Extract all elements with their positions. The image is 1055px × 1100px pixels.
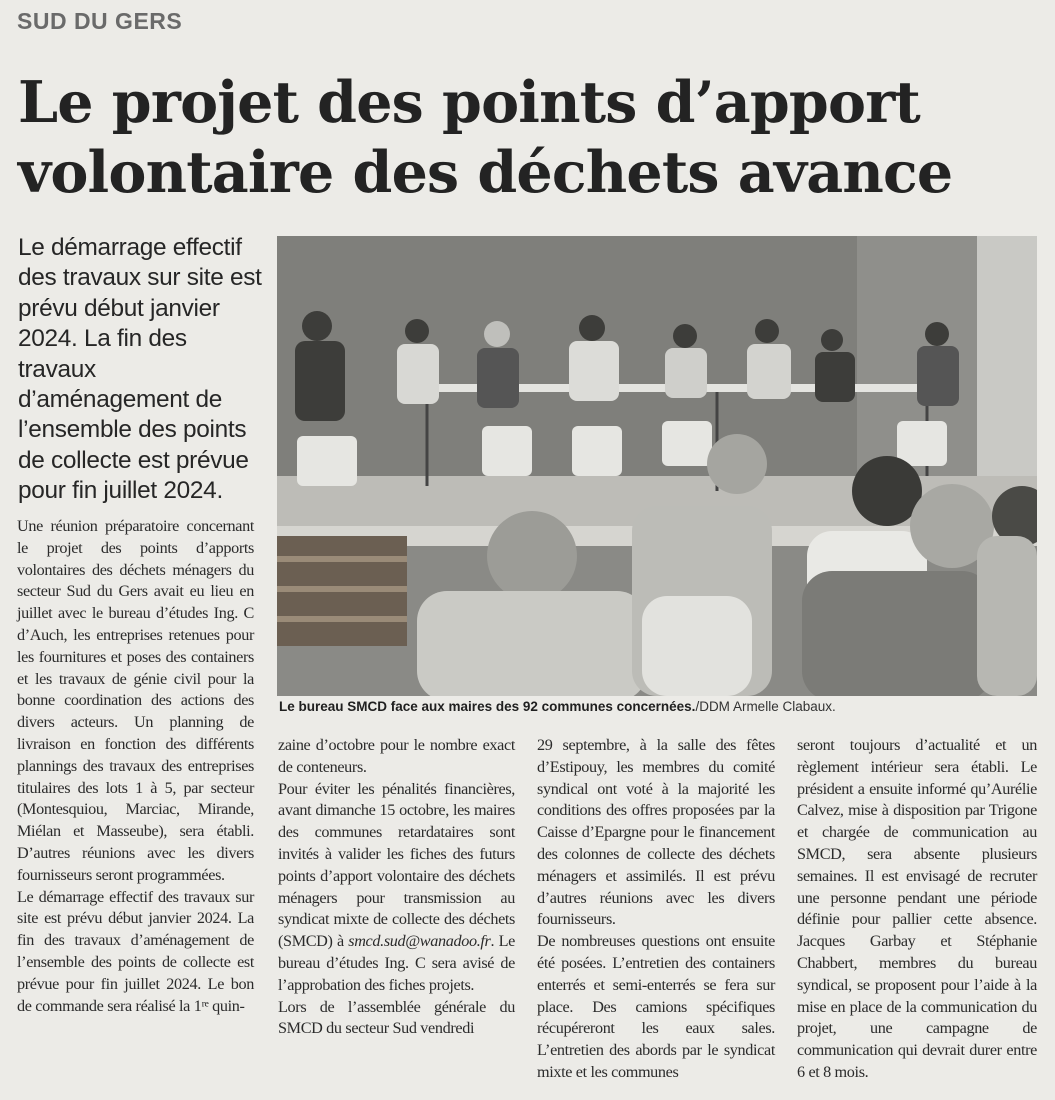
photo-credit: /DDM Armelle Clabaux. xyxy=(695,699,836,714)
paragraph-text: Pour éviter les pénalités financières, avant dimanche 15 octobre, les maires des communes retardataires sont invités à valider les fiches des futurs points d’apport volontaire des déchets ménagers pour transmission au syndicat mixte de collecte des déchets (SMCD) à xyxy=(278,779,515,951)
paragraph: Lors de l’assemblée générale du SMCD du secteur Sud vendredi xyxy=(278,997,515,1038)
paragraph: seront toujours d’actualité et un règlement intérieur sera établi. Le président a ensuite informé qu’Aurélie Calvez, mise à disposition par Trigone et chargée de communication au SMCD, sera absente plusieurs semaines. Il est envisagé de recruter une personne pendant une période définie pour pallier cette absence. Jacques Garbay et Stéphanie Chabbert, membres du bureau syndical, se proposent pour l’aide à la mise en place de la communication du projet, une campagne de communication qui devrait durer entre 6 et 8 mois. xyxy=(797,736,1037,1081)
paragraph: zaine d’octobre pour le nombre exact de conteneurs. xyxy=(278,736,515,776)
photo-caption xyxy=(279,699,1039,714)
paragraph-text: . Le bureau d’études Ing. C sera avisé de l’approbation des fiches projets. xyxy=(278,932,515,994)
paragraph xyxy=(278,779,515,997)
email-link[interactable]: smcd.sud@wanadoo.fr xyxy=(348,932,491,951)
section-rubric: SUD DU GERS xyxy=(17,8,183,34)
article-photo xyxy=(277,236,1037,696)
paragraph: 29 septembre, à la salle des fêtes d’Estipouy, les membres du comité syndical ont voté à la majorité les conditions des offres proposées par la Caisse d’Epargne pour le financement des colonnes de collecte des déchets ménagers et assimilés. Il est prévu d’autres réunions avec les divers fournisseurs. xyxy=(537,736,775,929)
body-column-3 xyxy=(537,735,775,1084)
paragraph: Une réunion préparatoire concernant le projet des points d’apports volontaires des déchets ménagers du secteur Sud du Gers avait eu lieu en juillet avec le bureau d’études Ing. C d’Auch, les entreprises retenues pour les fournitures et poses des containers et les travaux de génie civil pour la bonne coordination des actions des divers acteurs. Un planning de livraison en fonction des différents plannings des travaux des entreprises titulaires des lots 1 à 5, par secteur (Montesquiou, Marciac, Mirande, Miélan et Masseube), sera établi. D’autres réunions avec les divers fournisseurs seront programmées. xyxy=(17,517,254,884)
body-column-2 xyxy=(278,735,515,1040)
article-headline: Le projet des points d’apport volontaire des déchets avance xyxy=(18,69,953,206)
body-column-4 xyxy=(797,735,1037,1084)
paragraph: Le démarrage effectif des travaux sur site est prévu début janvier 2024. La fin des travaux d’aménagement de l’ensemble des points de collecte est prévue pour fin juillet 2024. Le bon de commande sera réalisé la 1ʳᵉ quin- xyxy=(17,887,254,1015)
article-lead: Le démarrage effectif des travaux sur site est prévu début janvier 2024. La fin des travaux d’aménagement de l’ensemble des points de collecte est prévue pour fin juillet 2024. xyxy=(18,234,262,505)
caption-text: Le bureau SMCD face aux maires des 92 communes concernées. xyxy=(279,699,696,714)
paragraph: De nombreuses questions ont ensuite été posées. L’entretien des containers enterrés et semi-enterrés se fera sur place. Des camions spécifiques récupéreront les eaux sales. L’entretien des abords par le syndicat mixte et les communes xyxy=(537,932,775,1081)
body-column-1 xyxy=(17,516,254,1017)
